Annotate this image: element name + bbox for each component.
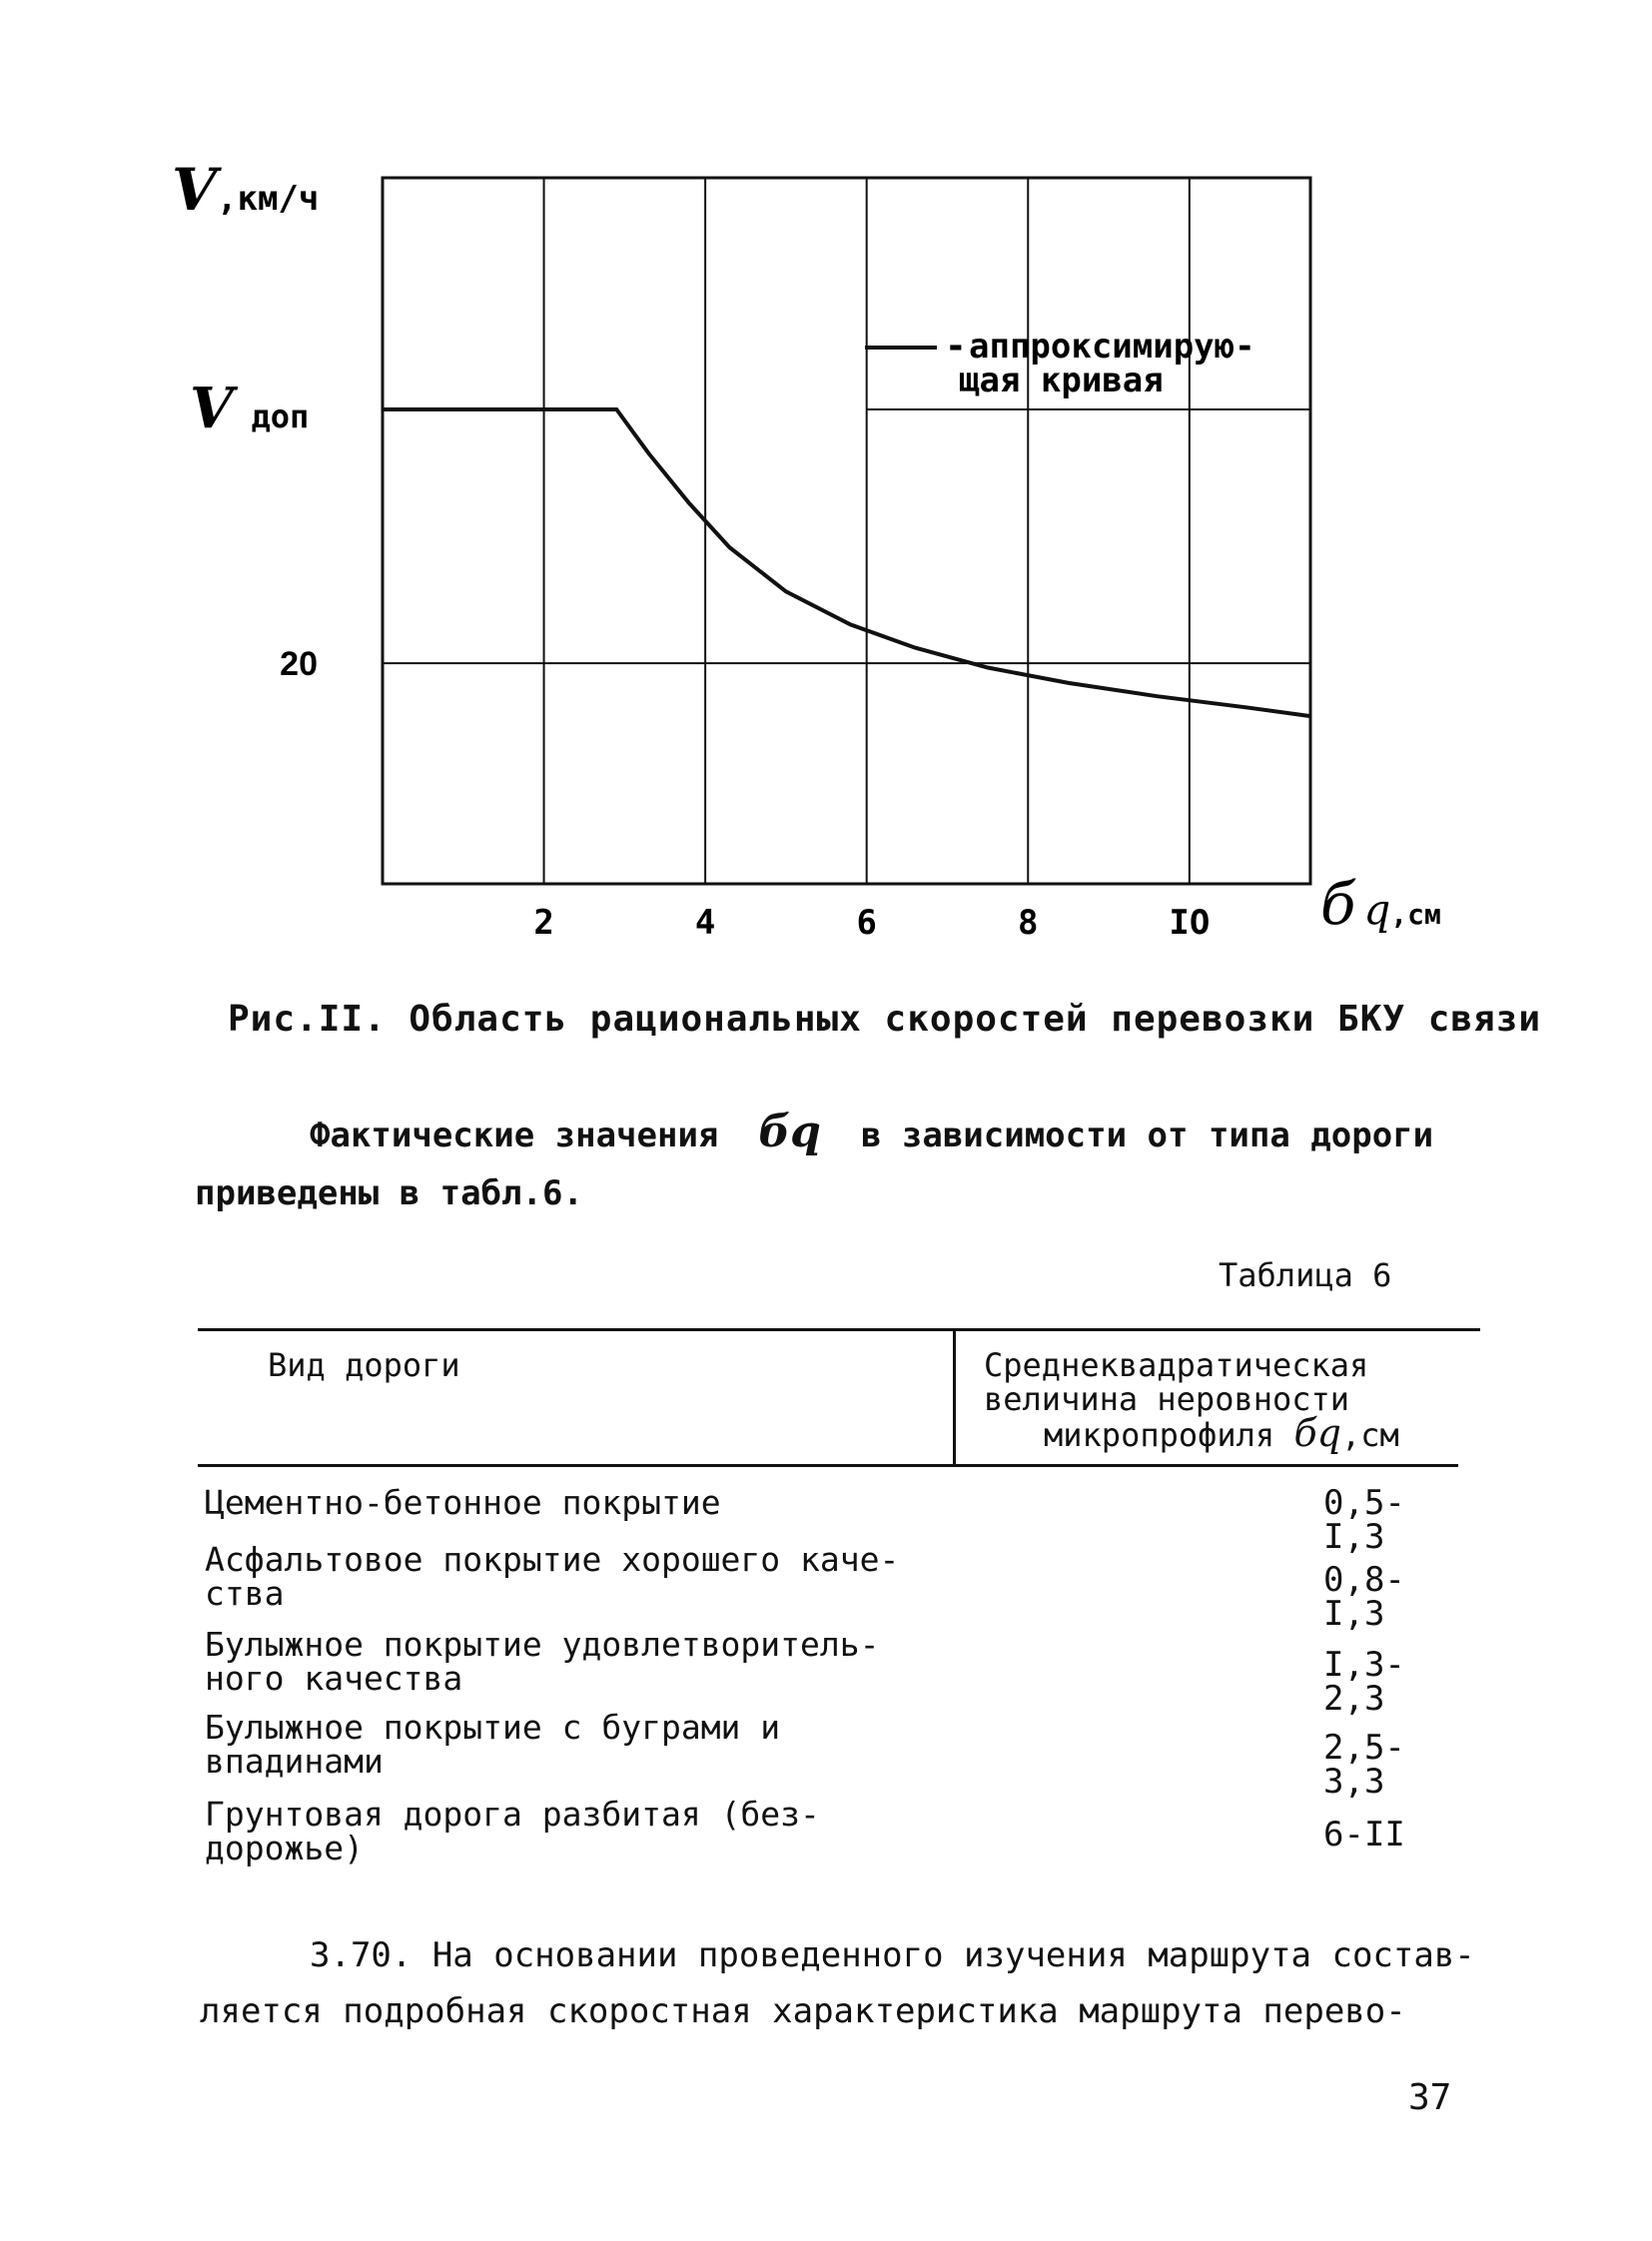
- road-type-line: ства: [205, 1574, 285, 1613]
- table-column-divider: [953, 1328, 956, 1467]
- road-type-line: дорожье): [205, 1829, 364, 1868]
- sigma-q-symbol: бq: [1293, 1411, 1341, 1455]
- table-header-rule: [198, 1464, 1458, 1467]
- section-line-1: 3.70. На основании проведенного изучения маршрута состав-: [310, 1935, 1475, 1975]
- road-type-line: впадинами: [205, 1742, 384, 1781]
- legend-label: [959, 327, 1255, 400]
- road-type-line: ного качества: [205, 1659, 463, 1698]
- table-label: Таблица 6: [1219, 1256, 1392, 1294]
- x-tick-label: IO: [1169, 903, 1211, 943]
- header-rms-line-1: Среднеквадратическая: [984, 1346, 1369, 1384]
- approximating-curve: [383, 409, 1310, 716]
- table-top-rule: [198, 1328, 1480, 1331]
- paragraph-line-2: приведены в табл.6.: [195, 1173, 583, 1213]
- rms-value-cell: 2,5-3,3: [1323, 1728, 1405, 1802]
- intro-paragraph: [195, 1104, 1443, 1222]
- y-axis-title: V,км/ч: [172, 156, 320, 224]
- figure-caption: Рис.II. Область рациональных скоростей перевозки БКУ связи: [228, 999, 1542, 1040]
- sigma-q-symbol: бq: [758, 1107, 821, 1157]
- road-type-cell: [205, 1625, 944, 1698]
- chart-grid: [383, 178, 1310, 884]
- header-road-type: Вид дороги: [268, 1346, 460, 1384]
- x-axis-title: б q,см: [1320, 870, 1441, 938]
- x-tick-labels: [533, 903, 1210, 943]
- v-dop-label: Vдоп: [190, 375, 310, 441]
- x-tick-label: 2: [533, 903, 554, 943]
- header-rms-unit: ,см: [1340, 1416, 1399, 1454]
- rms-value-cell: 6-II: [1323, 1815, 1405, 1855]
- road-type-cell: [205, 1795, 944, 1868]
- legend-dash: -: [945, 326, 967, 367]
- x-tick-label: 4: [694, 903, 716, 943]
- rms-value-cell: 0,5-I,3: [1323, 1483, 1405, 1557]
- paragraph-after: в зависимости от типа дороги: [860, 1116, 1434, 1155]
- header-rms-value: [984, 1346, 1463, 1455]
- speed-chart: [0, 0, 1652, 999]
- road-type-cell: [205, 1540, 944, 1613]
- rms-value-cell: 0,8-I,3: [1323, 1560, 1405, 1634]
- chart-frame: [383, 178, 1310, 884]
- y-tick-label: 20: [280, 645, 318, 684]
- road-type-line: Грунтовая дорога разбитая (без-: [205, 1795, 820, 1834]
- legend-line: щая кривая: [959, 361, 1164, 400]
- legend-line: аппроксимирую-: [969, 327, 1255, 367]
- section-line-2: ляется подробная скоростная характеристика маршрута перево-: [200, 1991, 1406, 2031]
- road-type-line: Булыжное покрытие удовлетворитель-: [205, 1625, 880, 1664]
- header-rms-line-3: [984, 1411, 1463, 1455]
- paragraph-before: Фактические значения: [310, 1116, 719, 1155]
- paragraph-line-1: [195, 1104, 1443, 1164]
- header-rms-line-2: величина неровности: [984, 1380, 1350, 1418]
- x-tick-label: 6: [856, 903, 877, 943]
- road-type-line: Асфальтовое покрытие хорошего каче-: [205, 1540, 900, 1579]
- road-type-line: Булыжное покрытие с буграми и: [205, 1708, 781, 1747]
- page-number: 37: [1408, 2077, 1452, 2118]
- header-rms-microprofile: микропрофиля: [1044, 1416, 1275, 1454]
- chart-legend: [865, 326, 1255, 400]
- section-3-70: [200, 1927, 1478, 2039]
- road-type-cell: [205, 1483, 944, 1522]
- x-tick-label: 8: [1018, 903, 1039, 943]
- y-tick-labels: [280, 645, 318, 683]
- road-type-line: Цементно-бетонное покрытие: [205, 1483, 721, 1522]
- rms-value-cell: I,3-2,3: [1323, 1645, 1405, 1719]
- road-type-cell: [205, 1708, 944, 1781]
